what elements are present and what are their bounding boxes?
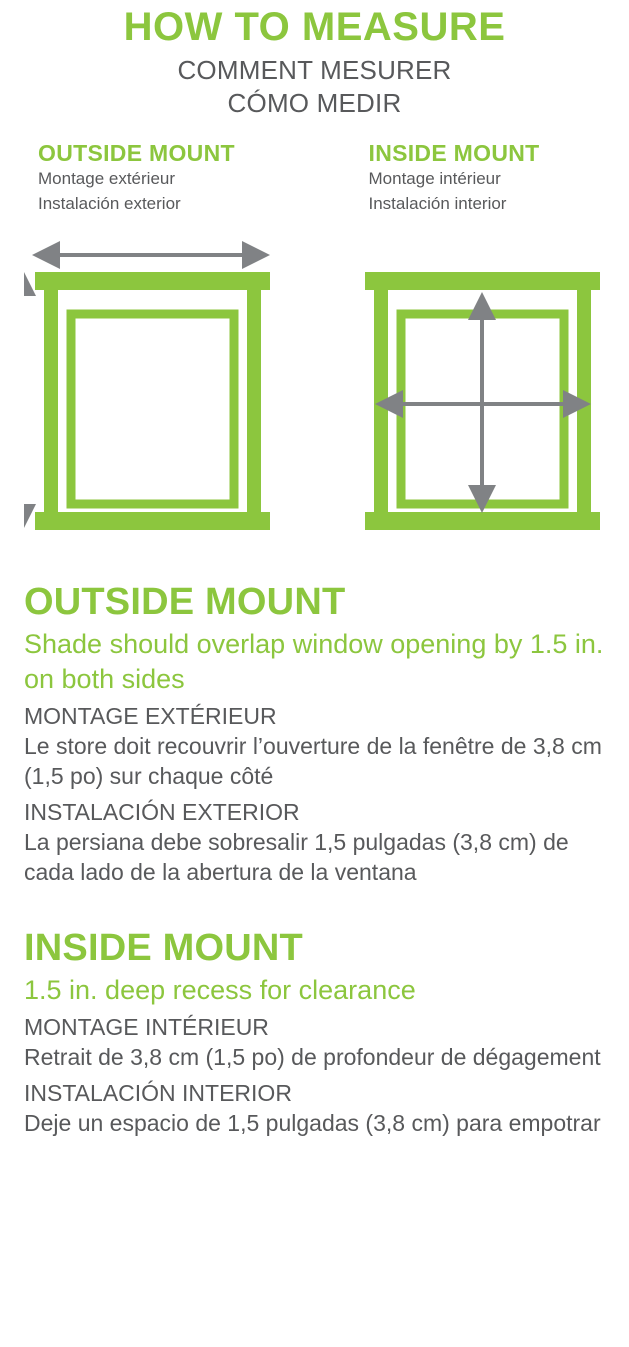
outside-mount-diagram: [24, 255, 270, 530]
page-title-spanish: CÓMO MEDIR: [227, 87, 402, 118]
inside-mount-instruction-es: Deje un espacio de 1,5 pulgadas (3,8 cm) para empotrar: [24, 1109, 601, 1136]
inside-mount-heading-fr: MONTAGE INTÉRIEUR: [24, 1014, 269, 1041]
outside-mount-label-spanish: Instalación exterior: [38, 194, 181, 214]
measurement-diagrams: [24, 226, 605, 556]
outside-mount-instruction-fr: Le store doit recouvrir l’ouverture de la fenêtre de 3,8 cm (1,5 po) sur chaque côté: [24, 733, 602, 790]
inside-mount-section-title: INSIDE MOUNT: [24, 926, 303, 969]
outside-mount-label-french: Montage extérieur: [38, 169, 176, 189]
inside-mount-instruction-en: 1.5 in. deep recess for clearance: [24, 974, 416, 1005]
inside-mount-label-french: Montage intérieur: [368, 169, 501, 189]
mount-column-headings: [24, 141, 605, 216]
inside-mount-instruction-fr: Retrait de 3,8 cm (1,5 po) de profondeur de dégagement: [24, 1044, 601, 1071]
outside-mount-section-title: OUTSIDE MOUNT: [24, 581, 346, 624]
outside-mount-section: [24, 582, 605, 887]
inside-mount-column-heading: [315, 141, 606, 216]
page-title: HOW TO MEASURE: [123, 5, 506, 49]
page-title-french: COMMENT MESURER: [177, 55, 452, 85]
inside-mount-section: [24, 928, 605, 1139]
outside-mount-instruction-es: La persiana debe sobresalir 1,5 pulgadas (3,8 cm) de cada lado de la abertura de la ventana: [24, 828, 569, 885]
inside-mount-label: INSIDE MOUNT: [368, 140, 540, 166]
inside-mount-heading-es: INSTALACIÓN INTERIOR: [24, 1080, 292, 1106]
inside-mount-label-spanish: Instalación interior: [368, 194, 507, 214]
inside-mount-diagram: [365, 272, 600, 530]
header: [24, 0, 605, 119]
outside-mount-instruction-en: Shade should overlap window opening by 1.5 in. on both sides: [24, 629, 604, 694]
outside-mount-column-heading: [24, 141, 315, 216]
outside-mount-heading-es: INSTALACIÓN EXTERIOR: [24, 798, 300, 825]
outside-mount-heading-fr: MONTAGE EXTÉRIEUR: [24, 703, 277, 730]
outside-mount-label: OUTSIDE MOUNT: [38, 140, 235, 166]
